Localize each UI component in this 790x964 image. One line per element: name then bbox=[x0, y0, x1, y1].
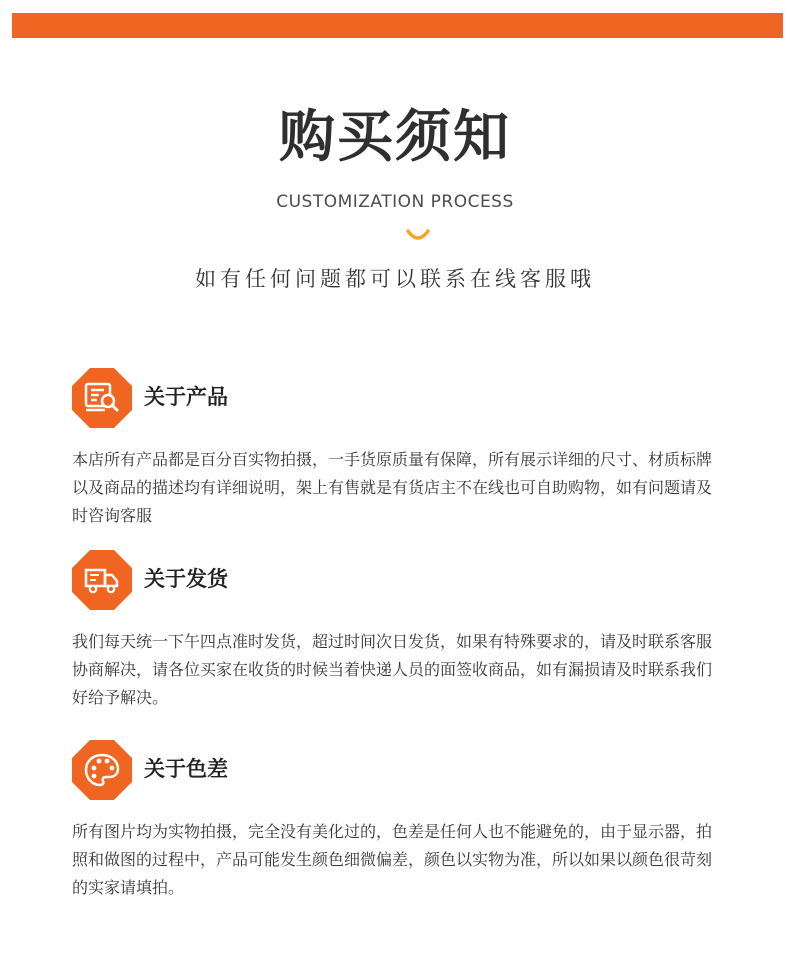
section-product bbox=[72, 368, 732, 530]
section-title: 关于产品 bbox=[144, 385, 228, 409]
section-body: 本店所有产品都是百分百实物拍摄，一手货原质量有保障，所有展示详细的尺寸、材质标牌以及商品的描述均有详细说明，架上有售就是有货店主不在线也可自助购物，如有问题请及时咨询客服 bbox=[72, 450, 713, 525]
page-subtitle: CUSTOMIZATION PROCESS bbox=[276, 192, 514, 212]
section-header bbox=[72, 740, 732, 802]
section-header bbox=[72, 550, 732, 612]
palette-icon bbox=[72, 740, 132, 800]
document-search-icon bbox=[72, 368, 132, 428]
section-header bbox=[72, 368, 732, 430]
section-color-difference bbox=[72, 740, 732, 902]
smile-icon bbox=[404, 227, 432, 247]
delivery-truck-icon bbox=[72, 550, 132, 610]
section-body: 所有图片均为实物拍摄，完全没有美化过的，色差是任何人也不能避免的，由于显示器，拍照和做图的过程中，产品可能发生颜色细微偏差，颜色以实物为准，所以如果以颜色很苛刻的实家请填拍。 bbox=[72, 822, 713, 897]
section-shipping bbox=[72, 550, 732, 712]
section-body: 我们每天统一下午四点准时发货，超过时间次日发货，如果有特殊要求的，请及时联系客服协商解决，请各位买家在收货的时候当着快递人员的面签收商品，如有漏损请及时联系我们好给予解决。 bbox=[72, 632, 713, 707]
section-title: 关于色差 bbox=[144, 757, 228, 781]
contact-customer-service-text: 如有任何问题都可以联系在线客服哦 bbox=[195, 267, 595, 291]
section-title: 关于发货 bbox=[144, 567, 228, 591]
top-accent-bar bbox=[12, 13, 783, 38]
page-title: 购买须知 bbox=[279, 105, 511, 170]
